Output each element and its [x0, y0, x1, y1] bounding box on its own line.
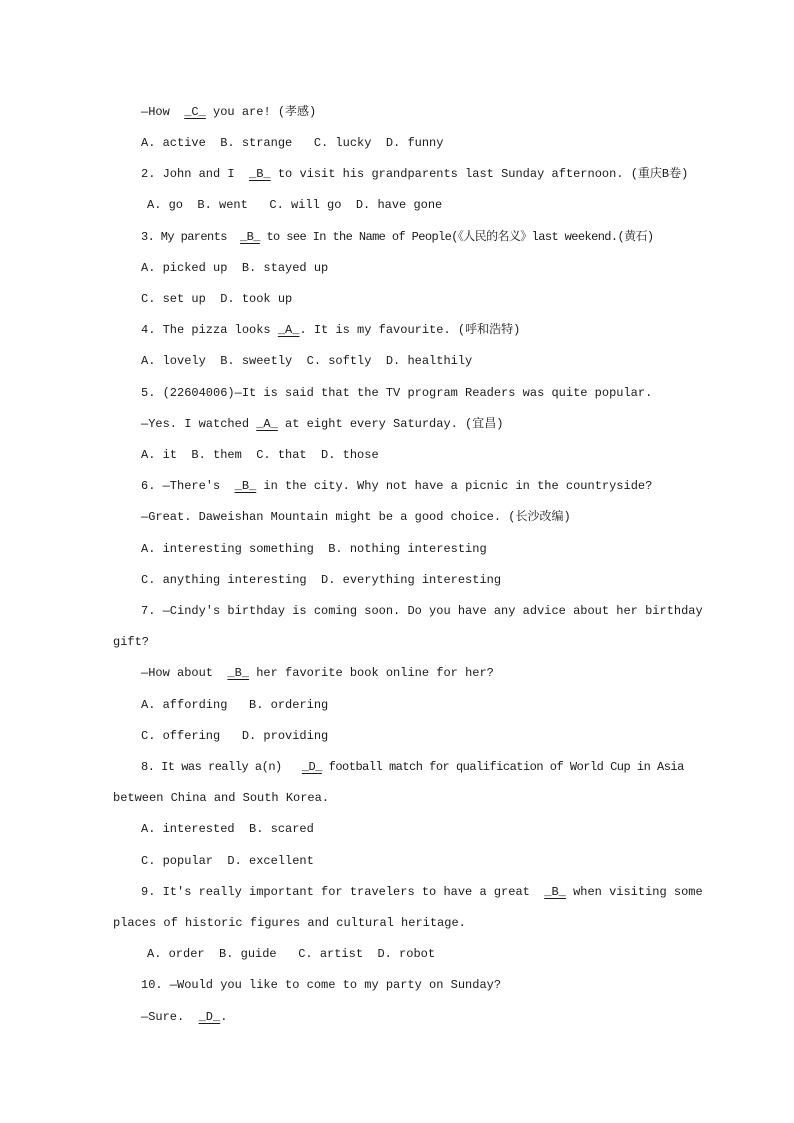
answer-blank: _B_: [544, 885, 566, 899]
text: .: [220, 1010, 228, 1024]
text: her favorite book online for her?: [249, 666, 494, 680]
question-7-prompt: 7. —Cindy's birthday is coming soon. Do you have any advice about her birthday: [141, 604, 703, 618]
question-8-prompt: [141, 759, 684, 775]
text: football match for qualification of World Cup in Asia: [321, 760, 684, 774]
question-1-options: A. active B. strange C. lucky D. funny: [141, 136, 444, 150]
text: in the city. Why not have a picnic in the countryside?: [256, 479, 653, 493]
question-10-prompt: 10. —Would you like to come to my party on Sunday?: [141, 978, 502, 992]
question-6-reply: —Great. Daweishan Mountain might be a good choice. (长沙改编): [141, 510, 571, 524]
text: to see In the Name of People(《人民的名义》last weekend.(黄石): [259, 230, 654, 244]
question-7-reply: [141, 665, 494, 681]
answer-blank: _C_: [184, 105, 206, 119]
answer-blank: _D_: [198, 1010, 221, 1024]
question-9-prompt: [141, 884, 703, 900]
question-5-prompt: 5. (22604006)—It is said that the TV program Readers was quite popular.: [141, 386, 653, 400]
question-7-options-ab: A. affording B. ordering: [141, 698, 329, 712]
text: at eight every Saturday. (宜昌): [277, 417, 504, 431]
text: 8. It was really a(n): [141, 760, 302, 774]
answer-blank: _A_: [277, 323, 300, 337]
answer-blank: _A_: [256, 417, 278, 431]
question-10-reply: [141, 1009, 227, 1025]
question-8-options-ab: A. interested B. scared: [141, 822, 314, 836]
question-7-options-cd: C. offering D. providing: [141, 729, 329, 743]
question-6-options-ab: A. interesting something B. nothing interesting: [141, 542, 487, 556]
text: when visiting some: [565, 885, 703, 899]
question-4-prompt: [141, 322, 520, 338]
question-5-reply: [141, 416, 503, 432]
question-4-options: A. lovely B. sweetly C. softly D. healthily: [141, 354, 473, 368]
text: 6. —There's: [141, 479, 235, 493]
text: you are! (孝感): [205, 105, 317, 119]
answer-blank: _B_: [249, 167, 271, 181]
answer-blank: _B_: [227, 666, 250, 680]
question-8-prompt-cont: between China and South Korea.: [113, 791, 330, 805]
text: —How: [141, 105, 185, 119]
text: 3. My parents: [141, 230, 241, 244]
text: —How about: [141, 666, 228, 680]
question-1-prompt: [141, 104, 316, 120]
question-3-options-cd: C. set up D. took up: [141, 292, 293, 306]
text: . It is my favourite. (呼和浩特): [299, 323, 521, 337]
question-6-options-cd: C. anything interesting D. everything interesting: [141, 573, 502, 587]
question-6-prompt: [141, 478, 652, 494]
answer-blank: _D_: [301, 760, 322, 774]
text: 2. John and I: [141, 167, 250, 181]
question-2-options: A. go B. went C. will go D. have gone: [147, 198, 443, 212]
question-3-prompt: [141, 229, 654, 245]
answer-blank: _B_: [234, 479, 257, 493]
question-2-prompt: [141, 166, 688, 182]
answer-blank: _B_: [240, 230, 260, 244]
text: to visit his grandparents last Sunday afternoon. (重庆B卷): [270, 167, 689, 181]
text: —Sure.: [141, 1010, 199, 1024]
question-8-options-cd: C. popular D. excellent: [141, 854, 314, 868]
text: 9. It's really important for travelers to have a great: [141, 885, 545, 899]
question-9-prompt-cont: places of historic figures and cultural heritage.: [113, 916, 466, 930]
text: —Yes. I watched: [141, 417, 257, 431]
question-9-options: A. order B. guide C. artist D. robot: [147, 947, 436, 961]
question-3-options-ab: A. picked up B. stayed up: [141, 261, 329, 275]
text: 4. The pizza looks: [141, 323, 278, 337]
question-5-options: A. it B. them C. that D. those: [141, 448, 379, 462]
question-7-prompt-cont: gift?: [113, 635, 150, 649]
